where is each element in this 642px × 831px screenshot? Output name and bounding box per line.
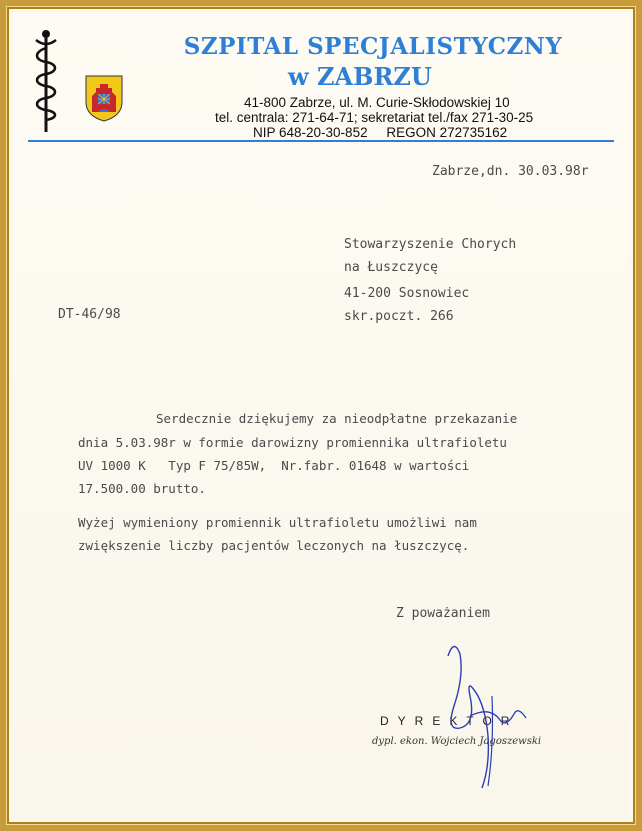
- caduceus-icon: [30, 28, 62, 134]
- hospital-phones: tel. centrala: 271-64-71; sekretariat tel./fax 271-30-25: [215, 110, 534, 125]
- director-name: dypl. ekon. Wojciech Jagoszewski: [372, 736, 542, 747]
- hospital-address: 41-800 Zabrze, ul. M. Curie-Skłodowskiej 10: [244, 95, 510, 110]
- paragraph-line: zwiększenie liczby pacjentów leczonych na łuszczycę.: [78, 538, 470, 553]
- city-crest-icon: [84, 74, 124, 122]
- hospital-city: w ZABRZU: [288, 62, 432, 91]
- handwritten-signature: [430, 636, 540, 796]
- recipient-line: na Łuszczycę: [344, 260, 438, 275]
- letter-date: Zabrze,dn. 30.03.98r: [432, 164, 589, 179]
- director-title: DYREKTOR: [380, 714, 519, 728]
- paragraph-line: UV 1000 K Typ F 75/85W, Nr.fabr. 01648 w wartości: [78, 458, 470, 473]
- reference-number: DT-46/98: [58, 307, 121, 322]
- paragraph-line: dnia 5.03.98r w formie darowizny promiennika ultrafioletu: [78, 435, 507, 450]
- recipient-line: Stowarzyszenie Chorych: [344, 237, 517, 252]
- paragraph-line: 17.500.00 brutto.: [78, 481, 206, 496]
- hospital-name: SZPITAL SPECJALISTYCZNY: [183, 33, 563, 60]
- recipient-line: skr.poczt. 266: [344, 309, 454, 324]
- hospital-ids: NIP 648-20-30-852 REGON 272735162: [253, 125, 508, 140]
- closing-salutation: Z poważaniem: [396, 606, 490, 621]
- paragraph-line: Serdecznie dziękujemy za nieodpłatne przekazanie: [156, 411, 518, 426]
- paragraph-line: Wyżej wymieniony promiennik ultrafioletu umożliwi nam: [78, 515, 477, 530]
- letterhead-divider: [28, 140, 614, 142]
- recipient-line: 41-200 Sosnowiec: [344, 286, 470, 301]
